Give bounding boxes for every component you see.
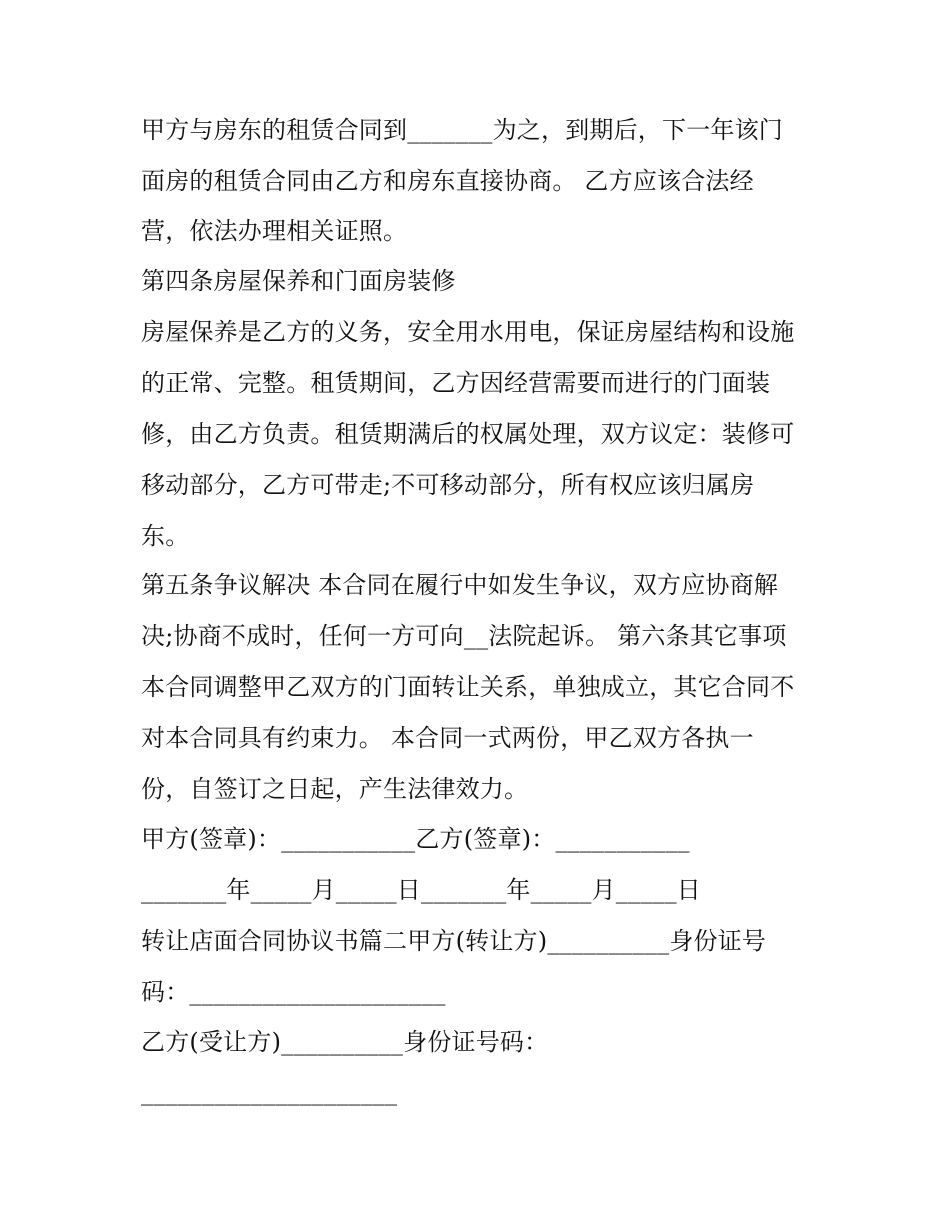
text-line-2: 面房的租赁合同由乙方和房东直接协商。 乙方应该合法经 <box>141 167 754 195</box>
text-line-11: 决;协商不成时，任何一方可向__法院起诉。 第六条其它事项 <box>141 622 787 650</box>
text-line-19: 乙方(受让方)__________身份证号码： <box>141 1028 549 1056</box>
text-line-13: 对本合同具有约束力。 本合同一式两份，甲乙双方各执一 <box>141 724 754 752</box>
text-line-9: 东。 <box>141 522 190 550</box>
date-line: _______年_____月_____日_______年_____月_____日 <box>141 876 701 904</box>
text-line-18: 码：_____________________ <box>141 978 446 1006</box>
text-line-8: 移动部分，乙方可带走;不可移动部分，所有权应该归属房 <box>141 471 755 499</box>
text-line-1: 甲方与房东的租赁合同到_______为之，到期后，下一年该门 <box>141 116 783 144</box>
section-heading-4: 第四条房屋保养和门面房装修 <box>141 267 456 295</box>
signature-line: 甲方(签章)：___________乙方(签章)：___________ <box>141 825 690 853</box>
text-line-5: 房屋保养是乙方的义务，安全用水用电，保证房屋结构和设施 <box>141 318 795 346</box>
text-line-6: 的正常、完整。租赁期间，乙方因经营需要而进行的门面装 <box>141 369 771 397</box>
text-line-17: 转让店面合同协议书篇二甲方(转让方)__________身份证号 <box>141 927 767 955</box>
text-line-10: 第五条争议解决 本合同在履行中如发生争议，双方应协商解 <box>141 571 779 599</box>
text-line-3: 营，依法办理相关证照。 <box>141 217 408 245</box>
text-line-7: 修，由乙方负责。租赁期满后的权属处理，双方议定：装修可 <box>141 420 795 448</box>
text-line-20: _____________________ <box>141 1078 398 1106</box>
text-line-14: 份，自签订之日起，产生法律效力。 <box>141 775 529 803</box>
text-line-12: 本合同调整甲乙双方的门面转让关系，单独成立，其它合同不 <box>141 673 795 701</box>
